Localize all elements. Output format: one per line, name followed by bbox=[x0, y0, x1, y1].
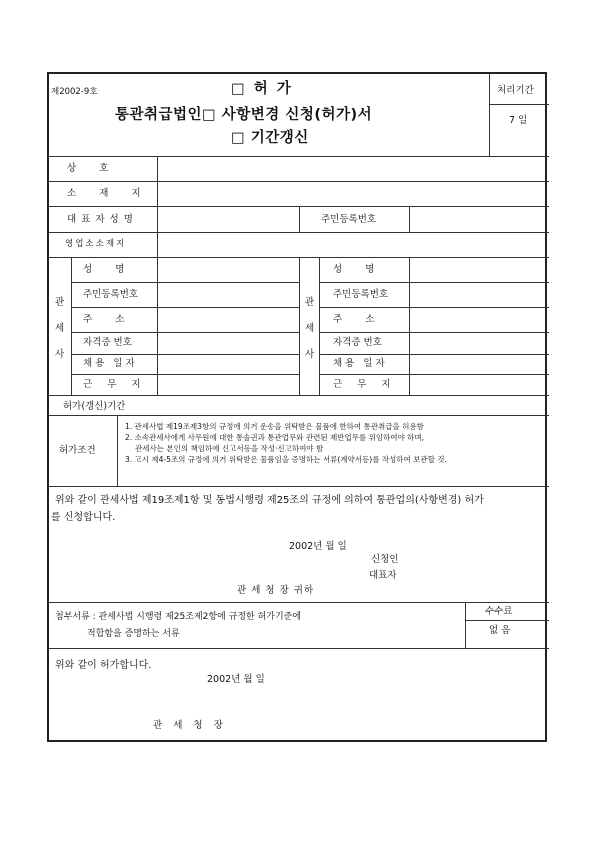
condition-item: 1. 관세사법 제19조제3항의 규정에 의거 운송을 위탁받은 물품에 한하여 통관취급을 허용함 bbox=[125, 422, 424, 431]
company-name-label: 상 호 bbox=[67, 163, 119, 174]
addressee: 관 세 청 장 귀하 bbox=[237, 585, 315, 596]
broker2-license-no-label: 자격증 번호 bbox=[333, 337, 382, 348]
processing-period-value: 7 일 bbox=[509, 115, 528, 126]
broker2-hire-date-label: 채용 일자 bbox=[333, 358, 388, 369]
office-location-label: 영업소소재지 bbox=[65, 239, 127, 249]
location-label: 소 재 지 bbox=[67, 188, 151, 199]
broker1-resident-no-label: 주민등록번호 bbox=[83, 289, 139, 300]
condition-item: 3. 고시 제4-5조의 규정에 의거 위탁받은 물품임을 증명하는 서류(계약서등)를 작성하여 보관할 것. bbox=[125, 454, 447, 464]
approval-signer: 관 세 청 장 bbox=[153, 720, 227, 731]
broker-side-label-right: 관세사 bbox=[305, 297, 315, 360]
broker2-resident-no-label: 주민등록번호 bbox=[333, 289, 389, 300]
condition-item: 2. 소속관세사에게 사무원에 대한 통솔권과 통관업무와 관련된 제반업무를 위임하여야 하며, bbox=[125, 432, 425, 442]
permit-application-form bbox=[47, 72, 547, 742]
broker2-name-label: 성 명 bbox=[333, 264, 385, 275]
application-statement bbox=[51, 492, 484, 526]
conditions-list bbox=[125, 422, 447, 466]
broker1-workplace-label: 근 무 지 bbox=[83, 379, 147, 390]
broker1-license-no-label: 자격증 번호 bbox=[83, 337, 132, 348]
fee-label: 수수료 bbox=[485, 606, 513, 617]
processing-box-divider bbox=[489, 104, 549, 105]
condition-item: 관세사는 본인의 책임하에 신고서등을 작성·신고하여야 함 bbox=[135, 443, 324, 453]
broker1-address-label: 주 소 bbox=[83, 314, 135, 325]
attachments-line1: 첨부서류 : 관세사법 시행령 제25조제2항에 규정한 허가기준에 bbox=[55, 612, 302, 622]
fee-value: 없 음 bbox=[489, 625, 511, 636]
applicant-representative-label: 대표자 bbox=[369, 570, 397, 581]
conditions-label: 허가조건 bbox=[59, 445, 96, 456]
broker-side-label-left: 관세사 bbox=[55, 297, 65, 360]
broker2-address-label: 주 소 bbox=[333, 314, 385, 325]
broker2-workplace-label: 근 무 지 bbox=[333, 379, 397, 390]
permit-period-label: 허가(갱신)기간 bbox=[63, 401, 126, 412]
processing-period-label: 처리기간 bbox=[497, 85, 534, 96]
approval-text: 위와 같이 허가합니다. bbox=[55, 660, 152, 671]
form-number: 제2002-9호 bbox=[51, 87, 98, 97]
title-line-renewal: □ 기간갱신 bbox=[231, 130, 309, 146]
attachments-line2: 적합함을 증명하는 서류 bbox=[87, 629, 180, 639]
representative-name-label: 대표자성명 bbox=[67, 214, 138, 225]
broker1-hire-date-label: 채용 일자 bbox=[83, 358, 138, 369]
applicant-label: 신청인 bbox=[371, 554, 399, 565]
title-line-main: 통관취급법인□ 사항변경 신청(허가)서 bbox=[115, 107, 373, 123]
broker1-name-label: 성 명 bbox=[83, 264, 135, 275]
resident-number-label: 주민등록번호 bbox=[321, 214, 377, 225]
application-text-line2: 를 신청합니다. bbox=[51, 512, 116, 523]
approval-date: 2002년 월 일 bbox=[207, 674, 265, 685]
title-line-permit: □ 허 가 bbox=[231, 81, 293, 97]
processing-box-border bbox=[489, 74, 490, 156]
application-date: 2002년 월 일 bbox=[289, 541, 347, 552]
application-text-line1: 위와 같이 관세사법 제19조제1항 및 동법시행령 제25조의 규정에 의하여 통관업의(사항변경) 허가 bbox=[55, 495, 484, 506]
